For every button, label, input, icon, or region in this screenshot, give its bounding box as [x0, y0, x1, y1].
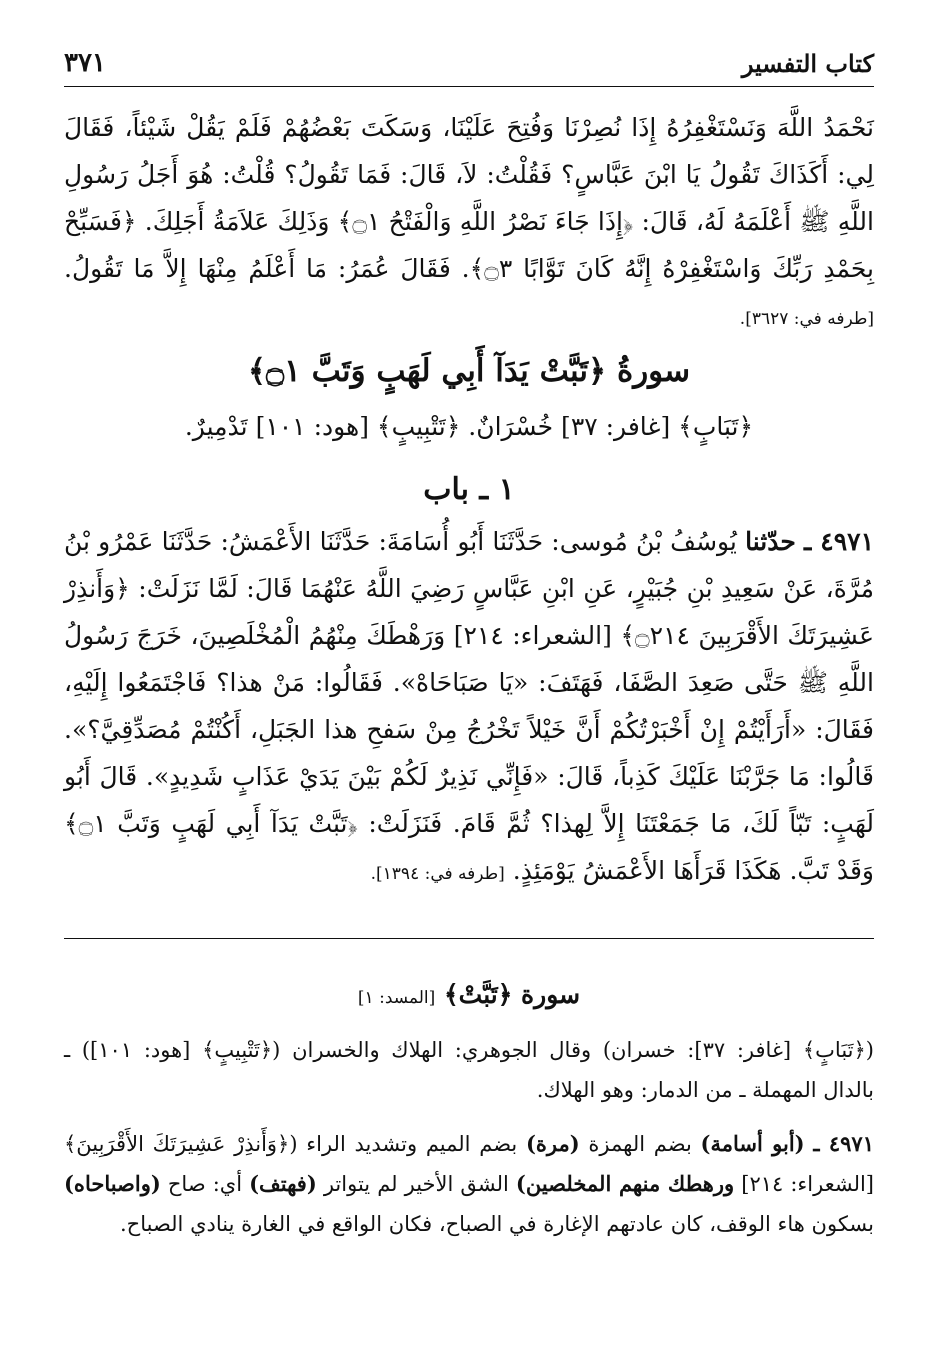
commentary-term-narrator: (أبو أسامة)	[700, 1131, 805, 1156]
commentary-hadith-number: ٤٩٧١ ـ	[813, 1131, 874, 1156]
commentary-surah-name: سورة ﴿تَبَّتْ﴾	[444, 980, 581, 1009]
hadith-opening: حدّثنا	[745, 527, 796, 556]
book-title: كتاب التفسير	[741, 48, 874, 78]
surah-title: سورةُ ﴿تَبَّتْ يَدَآ أَبِي لَهَبٍ وَتَبَّ ۝١﴾	[247, 353, 691, 389]
hadith-body: يُوسُفُ بْنُ مُوسى: حَدَّثَنَا أَبُو أُسَامَةَ: حَدَّثَنَا الأَعْمَشُ: حَدَّثَنَا عَمْرُو بْنُ مُرَّةَ، عَنْ سَعِيدِ بْنِ جُبَيْرٍ، عَنِ ابْنِ عَبَّاسٍ رَضِيَ اللَّهُ عَنْهُمَا قَالَ: لَمَّا نَزَلَتْ: ﴿وَأَنذِرْ عَشِيرَتَكَ الأَقْرَبِينَ ۝٢١٤﴾ [الشعراء: ٢١٤] وَرَهْطَكَ مِنْهُمُ الْمُخْلَصِينَ، خَرَجَ رَسُولُ اللَّهِ ﷺ حَتَّى صَعِدَ الصَّفَا، فَهَتَفَ: «يَا صَبَاحَاهْ». فَقَالُوا: مَنْ هذا؟ فَاجْتَمَعُوا إِلَيْهِ، فَقَالَ: «أَرَأَيْتُمْ إِنْ أَخْبَرْتُكُمْ أَنَّ خَيْلاً تَخْرُجُ مِنْ سَفحِ هذا الجَبَلِ، أَكُنْتُمْ مُصَدِّقِيَّ؟». قَالُوا: مَا جَرَّبْنَا عَلَيْكَ كَذِباً، قَالَ: «فَإِنِّي نَذِيرٌ لَكُمْ بَيْنَ يَدَيْ عَذَابٍ شَدِيدٍ». قَالَ أَبُو لَهَبٍ: تَبّاً لَكَ، مَا جَمَعْتَنَا إِلاَّ لِهذا؟ ثُمَّ قَامَ. فَنَزَلَتْ: ﴿تَبَّتْ يَدَآ أَبِي لَهَبٍ وَتَبَّ ۝١﴾ وَقَدْ تَبَّ. هَكَذَا قَرَأَهَا الأَعْمَشُ يَوْمَئِذٍ.	[64, 527, 874, 885]
previous-hadith-reference: [طرفه في: ٣٦٢٧].	[739, 309, 874, 329]
commentary-text: أي: صاح	[167, 1172, 243, 1196]
commentary-text: الشق الأخير لم يتواتر	[323, 1172, 509, 1196]
previous-hadith-text	[64, 104, 874, 343]
commentary-term-rahtaka: ورهطك منهم المخلصين)	[515, 1171, 735, 1196]
footnote-divider	[64, 938, 874, 939]
hadith-text	[64, 518, 874, 898]
hadith-number: ٤٩٧١ ـ	[804, 527, 874, 556]
commentary-paragraph-1: (﴿تَبَابٍ﴾ [غافر: ٣٧]: خسران) وقال الجوهري: الهلاك والخسران (﴿تَتْبِيبٍ﴾ [هود: ١٠١]) ـ بالدال المهملة ـ من الدمار: وهو الهلاك.	[64, 1038, 874, 1102]
previous-hadith-body: نَحْمَدُ اللَّهَ وَنَسْتَغْفِرُهُ إِذَا نُصِرْنَا وَفُتِحَ عَلَيْنَا، وَسَكَتَ بَعْضُهُمْ فَلَمْ يَقُلْ شَيْئاً، فَقَالَ لِي: أَكَذَاكَ تَقُولُ يَا ابْنَ عَبَّاسٍ؟ فَقُلْتُ: لاَ، قَالَ: فَمَا تَقُولُ؟ قُلْتُ: هُوَ أَجَلُ رَسُولِ اللَّهِ ﷺ أَعْلَمَهُ لَهُ، قَالَ: ﴿إِذَا جَاءَ نَصْرُ اللَّهِ وَالْفَتْحُ ۝١﴾ وَذَلِكَ عَلاَمَةُ أَجَلِكَ. ﴿فَسَبِّحْ بِحَمْدِ رَبِّكَ وَاسْتَغْفِرْهُ إِنَّهُ كَانَ تَوَّابًا ۝٣﴾. فَقَالَ عُمَرُ: مَا أَعْلَمُ مِنْهَا إِلاَّ مَا تَقُولُ.	[64, 113, 874, 283]
chapter-title: ١ ـ باب	[423, 472, 515, 507]
commentary-text: بسكون هاء الوقف، كان عادتهم الإغارة في الصباح، فكان الواقع في الغارة ينادي الصباح.	[119, 1212, 874, 1236]
surah-gloss: ﴿تَبَابٍ﴾ [غافر: ٣٧] خُسْرَانٌ. ﴿تَتْبِيبٍ﴾ [هود: ١٠١] تَدْمِيرٌ.	[184, 412, 754, 441]
commentary-text: بضم الهمزة	[588, 1132, 692, 1156]
hadith-reference: [طرفه في: ١٣٩٤].	[370, 864, 505, 884]
commentary-term-murrah: (مرة)	[525, 1131, 580, 1156]
commentary-term-hatafa: (فهتف)	[249, 1171, 317, 1196]
commentary-surah-ref: [المسد: ١]	[357, 988, 436, 1008]
commentary-term-wasabahah: (واصباحاه)	[64, 1171, 161, 1196]
page-number: ٣٧١	[64, 48, 106, 78]
commentary-title	[64, 980, 874, 1009]
page-header	[64, 40, 874, 87]
commentary-text: بضم الميم وتشديد الراء (﴿وَأَنذِرْ عَشِيرَتَكَ الأَقْرَبِينَ﴾ [الشعراء: ٢١٤]	[64, 1132, 874, 1196]
commentary-paragraph-2	[64, 1124, 874, 1244]
